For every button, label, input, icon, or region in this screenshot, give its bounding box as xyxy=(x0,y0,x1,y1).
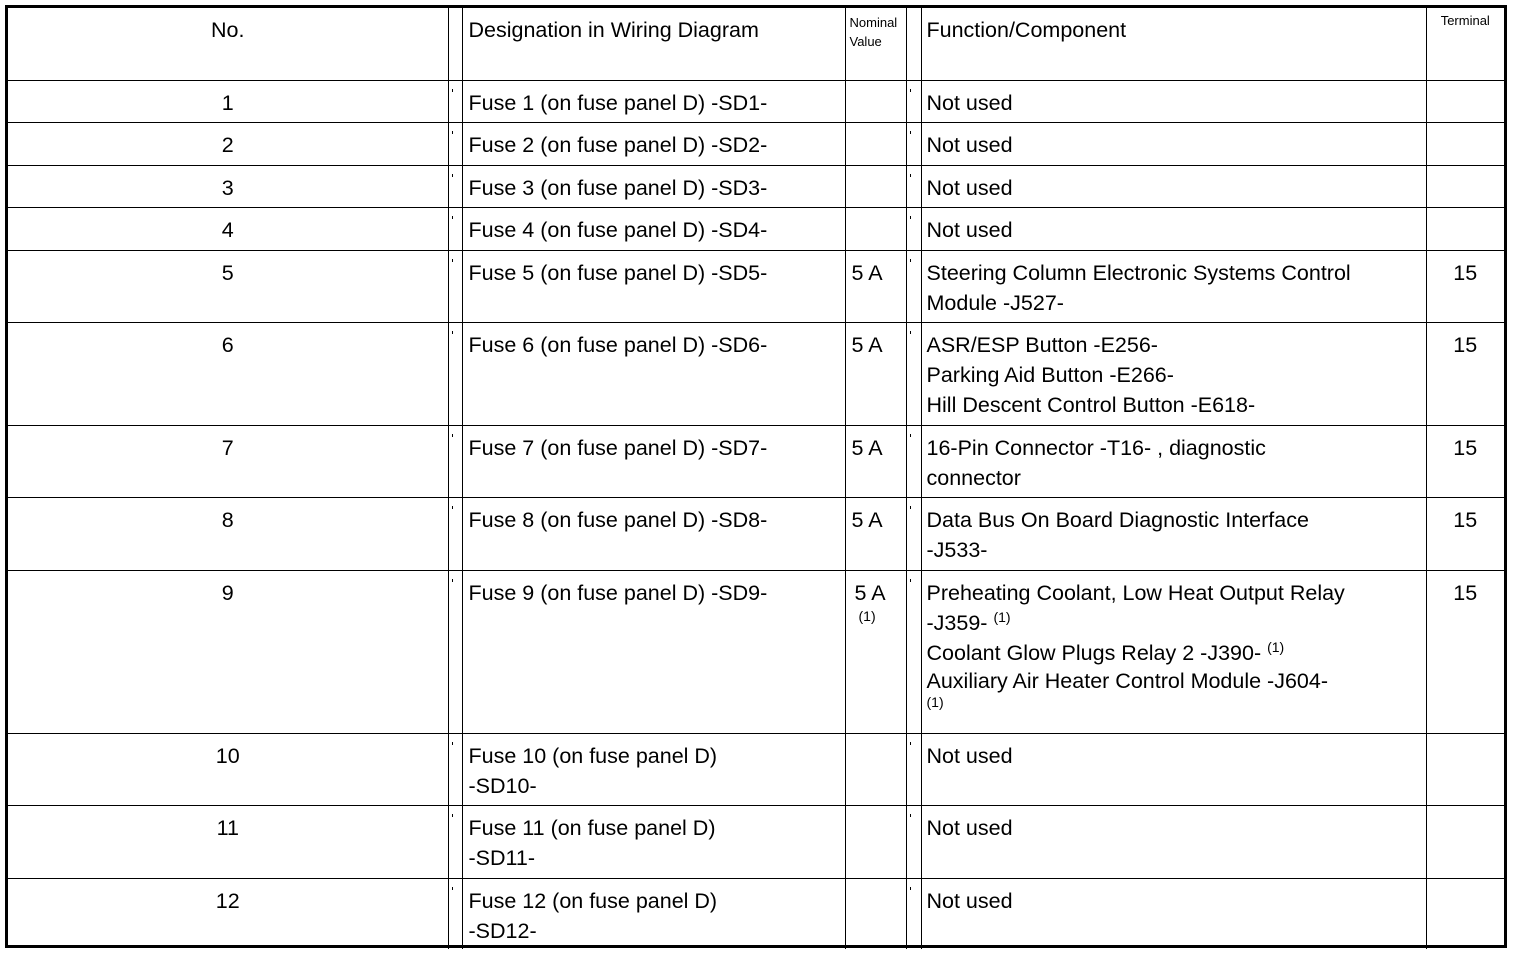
table-row xyxy=(8,250,1504,322)
row-separator-2 xyxy=(906,207,921,250)
row-no: 4 xyxy=(8,207,448,250)
table-row xyxy=(8,805,1504,878)
table-row xyxy=(8,425,1504,497)
header-nominal-line1: Nominal xyxy=(849,15,898,30)
row-value xyxy=(845,207,906,250)
header-no: No. xyxy=(8,8,448,80)
row-function: Not used xyxy=(921,207,1426,250)
row-separator-2 xyxy=(906,80,921,122)
row-terminal xyxy=(1426,207,1504,250)
row-value: 5 A xyxy=(845,322,906,425)
row-no: 10 xyxy=(8,733,448,805)
row-no: 8 xyxy=(8,497,448,570)
row-value: 5 A (1) xyxy=(845,570,906,733)
row-function: Data Bus On Board Diagnostic Interface -J533- xyxy=(921,497,1426,570)
row-separator-2 xyxy=(906,497,921,570)
table-row xyxy=(8,207,1504,250)
table-row xyxy=(8,497,1504,570)
row-value xyxy=(845,122,906,165)
row-value xyxy=(845,80,906,122)
footnote-marker: (1) xyxy=(926,693,944,710)
row-no: 5 xyxy=(8,250,448,322)
row-value: 5 A xyxy=(845,497,906,570)
table-row xyxy=(8,122,1504,165)
header-separator xyxy=(448,8,462,80)
footnote-marker: (1) xyxy=(858,607,876,624)
row-separator-2 xyxy=(906,250,921,322)
row-terminal xyxy=(1426,122,1504,165)
row-function: Not used xyxy=(921,878,1426,949)
row-terminal: 15 xyxy=(1426,250,1504,322)
row-no: 9 xyxy=(8,570,448,733)
row-value: 5 A xyxy=(845,250,906,322)
row-separator xyxy=(448,122,462,165)
footnote-marker: (1) xyxy=(1267,638,1285,655)
row-separator xyxy=(448,250,462,322)
table-row xyxy=(8,322,1504,425)
header-nominal-line2: Value xyxy=(849,34,882,49)
row-no: 1 xyxy=(8,80,448,122)
row-designation: Fuse 4 (on fuse panel D) -SD4- xyxy=(462,207,845,250)
row-designation: Fuse 2 (on fuse panel D) -SD2- xyxy=(462,122,845,165)
row-separator-2 xyxy=(906,733,921,805)
row-no: 3 xyxy=(8,165,448,207)
row-function: Steering Column Electronic Systems Control Module -J527- xyxy=(921,250,1426,322)
table-row xyxy=(8,570,1504,733)
table-row xyxy=(8,165,1504,207)
row-separator xyxy=(448,733,462,805)
row-function: Not used xyxy=(921,165,1426,207)
table-row xyxy=(8,733,1504,805)
row-designation: Fuse 3 (on fuse panel D) -SD3- xyxy=(462,165,845,207)
row-separator xyxy=(448,207,462,250)
header-terminal: Terminal xyxy=(1426,8,1504,80)
row-terminal: 15 xyxy=(1426,322,1504,425)
row-designation: Fuse 6 (on fuse panel D) -SD6- xyxy=(462,322,845,425)
row-value xyxy=(845,165,906,207)
footnote-marker: (1) xyxy=(993,608,1011,625)
header-nominal-value xyxy=(845,8,906,80)
row-separator xyxy=(448,322,462,425)
row-terminal xyxy=(1426,80,1504,122)
row-separator-2 xyxy=(906,322,921,425)
row-terminal xyxy=(1426,805,1504,878)
row-terminal xyxy=(1426,733,1504,805)
row-terminal: 15 xyxy=(1426,497,1504,570)
row-designation: Fuse 8 (on fuse panel D) -SD8- xyxy=(462,497,845,570)
row-no: 6 xyxy=(8,322,448,425)
row-separator xyxy=(448,165,462,207)
row-no: 2 xyxy=(8,122,448,165)
row-function: Preheating Coolant, Low Heat Output Relay -J359- $^{(1)}$ Coolant Glow Plugs Relay 2 -J390- $^{(1)}$ Auxiliary Air Heater Control Module -J604- (1) xyxy=(921,570,1426,733)
table-row xyxy=(8,80,1504,122)
row-separator xyxy=(448,570,462,733)
row-separator-2 xyxy=(906,165,921,207)
row-value xyxy=(845,878,906,949)
row-separator xyxy=(448,80,462,122)
row-separator-2 xyxy=(906,425,921,497)
row-function: Not used xyxy=(921,733,1426,805)
row-no: 7 xyxy=(8,425,448,497)
row-designation: Fuse 5 (on fuse panel D) -SD5- xyxy=(462,250,845,322)
row-separator-2 xyxy=(906,805,921,878)
row-separator xyxy=(448,425,462,497)
row-separator-2 xyxy=(906,570,921,733)
row-designation: Fuse 11 (on fuse panel D) -SD11- xyxy=(462,805,845,878)
row-designation: Fuse 9 (on fuse panel D) -SD9- xyxy=(462,570,845,733)
row-function: Not used xyxy=(921,80,1426,122)
row-value: 5 A xyxy=(845,425,906,497)
row-value xyxy=(845,733,906,805)
row-separator-2 xyxy=(906,122,921,165)
row-terminal: 15 xyxy=(1426,570,1504,733)
row-designation: Fuse 12 (on fuse panel D) -SD12- xyxy=(462,878,845,949)
row-terminal xyxy=(1426,878,1504,949)
row-designation: Fuse 10 (on fuse panel D) -SD10- xyxy=(462,733,845,805)
table-row xyxy=(8,878,1504,949)
fuse-table-frame xyxy=(5,5,1507,948)
row-designation: Fuse 1 (on fuse panel D) -SD1- xyxy=(462,80,845,122)
row-separator xyxy=(448,805,462,878)
row-terminal xyxy=(1426,165,1504,207)
row-function: Not used xyxy=(921,122,1426,165)
header-separator-2 xyxy=(906,8,921,80)
row-function: Not used xyxy=(921,805,1426,878)
row-separator xyxy=(448,497,462,570)
row-value xyxy=(845,805,906,878)
row-no: 12 xyxy=(8,878,448,949)
row-function: ASR/ESP Button -E256- Parking Aid Button -E266- Hill Descent Control Button -E618- xyxy=(921,322,1426,425)
row-no: 11 xyxy=(8,805,448,878)
row-separator-2 xyxy=(906,878,921,949)
header-function: Function/Component xyxy=(921,8,1426,80)
fuse-table xyxy=(8,8,1504,949)
header-designation: Designation in Wiring Diagram xyxy=(462,8,845,80)
row-separator xyxy=(448,878,462,949)
header-row xyxy=(8,8,1504,80)
row-function: 16-Pin Connector -T16- , diagnostic connector xyxy=(921,425,1426,497)
row-designation: Fuse 7 (on fuse panel D) -SD7- xyxy=(462,425,845,497)
row-terminal: 15 xyxy=(1426,425,1504,497)
